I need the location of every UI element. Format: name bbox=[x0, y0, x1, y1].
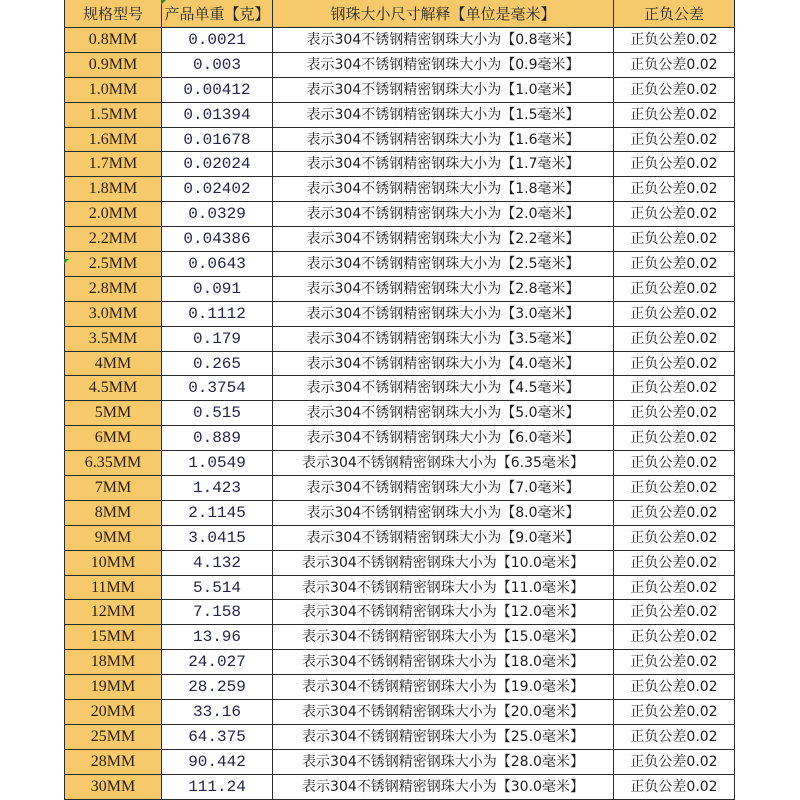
table-row bbox=[65, 52, 735, 77]
weight-cell: 1.423 bbox=[162, 476, 273, 501]
description-cell: 表示304不锈钢精密钢珠大小为【6.0毫米】 bbox=[273, 426, 614, 451]
table-row bbox=[65, 276, 735, 301]
tolerance-cell: 正负公差0.02 bbox=[614, 127, 735, 152]
weight-cell: 0.265 bbox=[162, 351, 273, 376]
spec-table-container bbox=[64, 0, 735, 800]
table-row bbox=[65, 451, 735, 476]
description-cell: 表示304不锈钢精密钢珠大小为【4.5毫米】 bbox=[273, 376, 614, 401]
weight-cell: 0.0021 bbox=[162, 28, 273, 53]
table-row bbox=[65, 550, 735, 575]
description-cell: 表示304不锈钢精密钢珠大小为【25.0毫米】 bbox=[273, 724, 614, 749]
tolerance-cell: 正负公差0.02 bbox=[614, 476, 735, 501]
tolerance-cell: 正负公差0.02 bbox=[614, 625, 735, 650]
spec-cell: 3.0MM bbox=[65, 301, 162, 326]
description-cell: 表示304不锈钢精密钢珠大小为【11.0毫米】 bbox=[273, 575, 614, 600]
spec-cell: 10MM bbox=[65, 550, 162, 575]
weight-cell: 0.091 bbox=[162, 276, 273, 301]
table-row bbox=[65, 376, 735, 401]
table-row bbox=[65, 152, 735, 177]
spec-cell: 2.2MM bbox=[65, 227, 162, 252]
tolerance-cell: 正负公差0.02 bbox=[614, 525, 735, 550]
weight-cell: 111.24 bbox=[162, 774, 273, 799]
weight-cell: 0.889 bbox=[162, 426, 273, 451]
description-cell: 表示304不锈钢精密钢珠大小为【1.0毫米】 bbox=[273, 77, 614, 102]
weight-cell: 0.01678 bbox=[162, 127, 273, 152]
description-cell: 表示304不锈钢精密钢珠大小为【1.5毫米】 bbox=[273, 102, 614, 127]
weight-cell: 28.259 bbox=[162, 675, 273, 700]
spec-cell: 19MM bbox=[65, 675, 162, 700]
spec-cell: 25MM bbox=[65, 724, 162, 749]
table-row bbox=[65, 625, 735, 650]
description-cell: 表示304不锈钢精密钢珠大小为【2.8毫米】 bbox=[273, 276, 614, 301]
table-row bbox=[65, 351, 735, 376]
description-cell: 表示304不锈钢精密钢珠大小为【19.0毫米】 bbox=[273, 675, 614, 700]
tolerance-cell: 正负公差0.02 bbox=[614, 451, 735, 476]
table-row bbox=[65, 77, 735, 102]
tolerance-cell: 正负公差0.02 bbox=[614, 202, 735, 227]
tolerance-cell: 正负公差0.02 bbox=[614, 276, 735, 301]
description-cell: 表示304不锈钢精密钢珠大小为【7.0毫米】 bbox=[273, 476, 614, 501]
weight-cell: 90.442 bbox=[162, 749, 273, 774]
description-cell: 表示304不锈钢精密钢珠大小为【8.0毫米】 bbox=[273, 500, 614, 525]
weight-cell: 4.132 bbox=[162, 550, 273, 575]
weight-cell: 0.3754 bbox=[162, 376, 273, 401]
tolerance-cell: 正负公差0.02 bbox=[614, 351, 735, 376]
tolerance-cell: 正负公差0.02 bbox=[614, 774, 735, 799]
spec-cell: 12MM bbox=[65, 600, 162, 625]
table-row bbox=[65, 675, 735, 700]
cell-comment-marker-icon bbox=[161, 0, 166, 5]
spec-cell: 6.35MM bbox=[65, 451, 162, 476]
weight-cell: 64.375 bbox=[162, 724, 273, 749]
table-row bbox=[65, 252, 735, 277]
weight-cell: 1.0549 bbox=[162, 451, 273, 476]
tolerance-cell: 正负公差0.02 bbox=[614, 700, 735, 725]
spec-cell: 28MM bbox=[65, 749, 162, 774]
header-spec-model: 规格型号 bbox=[65, 0, 162, 28]
table-row bbox=[65, 600, 735, 625]
description-cell: 表示304不锈钢精密钢珠大小为【0.8毫米】 bbox=[273, 28, 614, 53]
weight-cell: 0.0643 bbox=[162, 252, 273, 277]
weight-cell: 24.027 bbox=[162, 650, 273, 675]
tolerance-cell: 正负公差0.02 bbox=[614, 177, 735, 202]
spec-cell: 2.0MM bbox=[65, 202, 162, 227]
weight-cell: 2.1145 bbox=[162, 500, 273, 525]
spec-cell: 11MM bbox=[65, 575, 162, 600]
tolerance-cell: 正负公差0.02 bbox=[614, 28, 735, 53]
spec-cell: 30MM bbox=[65, 774, 162, 799]
header-size-explanation: 钢珠大小尺寸解释【单位是毫米】 bbox=[273, 0, 614, 28]
table-row bbox=[65, 575, 735, 600]
description-cell: 表示304不锈钢精密钢珠大小为【1.7毫米】 bbox=[273, 152, 614, 177]
table-row bbox=[65, 774, 735, 799]
tolerance-cell: 正负公差0.02 bbox=[614, 77, 735, 102]
description-cell: 表示304不锈钢精密钢珠大小为【3.5毫米】 bbox=[273, 326, 614, 351]
table-row bbox=[65, 227, 735, 252]
table-row bbox=[65, 127, 735, 152]
tolerance-cell: 正负公差0.02 bbox=[614, 426, 735, 451]
spec-cell: 1.7MM bbox=[65, 152, 162, 177]
table-row bbox=[65, 426, 735, 451]
description-cell: 表示304不锈钢精密钢珠大小为【9.0毫米】 bbox=[273, 525, 614, 550]
description-cell: 表示304不锈钢精密钢珠大小为【0.9毫米】 bbox=[273, 52, 614, 77]
spec-cell: 9MM bbox=[65, 525, 162, 550]
description-cell: 表示304不锈钢精密钢珠大小为【2.2毫米】 bbox=[273, 227, 614, 252]
description-cell: 表示304不锈钢精密钢珠大小为【2.0毫米】 bbox=[273, 202, 614, 227]
spec-cell: 2.5MM bbox=[65, 252, 162, 277]
weight-cell: 5.514 bbox=[162, 575, 273, 600]
tolerance-cell: 正负公差0.02 bbox=[614, 376, 735, 401]
tolerance-cell: 正负公差0.02 bbox=[614, 500, 735, 525]
spec-cell: 4.5MM bbox=[65, 376, 162, 401]
spec-cell: 6MM bbox=[65, 426, 162, 451]
table-row bbox=[65, 476, 735, 501]
tolerance-cell: 正负公差0.02 bbox=[614, 326, 735, 351]
spec-cell: 5MM bbox=[65, 401, 162, 426]
table-row bbox=[65, 301, 735, 326]
weight-cell: 3.0415 bbox=[162, 525, 273, 550]
weight-cell: 0.0329 bbox=[162, 202, 273, 227]
spec-cell: 4MM bbox=[65, 351, 162, 376]
spec-cell: 15MM bbox=[65, 625, 162, 650]
tolerance-cell: 正负公差0.02 bbox=[614, 52, 735, 77]
tolerance-cell: 正负公差0.02 bbox=[614, 675, 735, 700]
description-cell: 表示304不锈钢精密钢珠大小为【5.0毫米】 bbox=[273, 401, 614, 426]
description-cell: 表示304不锈钢精密钢珠大小为【6.35毫米】 bbox=[273, 451, 614, 476]
tolerance-cell: 正负公差0.02 bbox=[614, 102, 735, 127]
weight-cell: 7.158 bbox=[162, 600, 273, 625]
weight-cell: 0.02402 bbox=[162, 177, 273, 202]
description-cell: 表示304不锈钢精密钢珠大小为【3.0毫米】 bbox=[273, 301, 614, 326]
spec-cell: 1.6MM bbox=[65, 127, 162, 152]
description-cell: 表示304不锈钢精密钢珠大小为【1.6毫米】 bbox=[273, 127, 614, 152]
tolerance-cell: 正负公差0.02 bbox=[614, 550, 735, 575]
table-row bbox=[65, 525, 735, 550]
tolerance-cell: 正负公差0.02 bbox=[614, 227, 735, 252]
spec-cell: 2.8MM bbox=[65, 276, 162, 301]
table-row bbox=[65, 650, 735, 675]
spec-cell: 7MM bbox=[65, 476, 162, 501]
tolerance-cell: 正负公差0.02 bbox=[614, 650, 735, 675]
weight-cell: 33.16 bbox=[162, 700, 273, 725]
description-cell: 表示304不锈钢精密钢珠大小为【20.0毫米】 bbox=[273, 700, 614, 725]
weight-cell: 0.00412 bbox=[162, 77, 273, 102]
tolerance-cell: 正负公差0.02 bbox=[614, 724, 735, 749]
weight-cell: 0.515 bbox=[162, 401, 273, 426]
table-body bbox=[65, 28, 735, 800]
table-row bbox=[65, 700, 735, 725]
spec-cell: 0.9MM bbox=[65, 52, 162, 77]
description-cell: 表示304不锈钢精密钢珠大小为【10.0毫米】 bbox=[273, 550, 614, 575]
description-cell: 表示304不锈钢精密钢珠大小为【2.5毫米】 bbox=[273, 252, 614, 277]
header-tolerance: 正负公差 bbox=[614, 0, 735, 28]
table-row bbox=[65, 749, 735, 774]
spec-cell: 1.5MM bbox=[65, 102, 162, 127]
description-cell: 表示304不锈钢精密钢珠大小为【28.0毫米】 bbox=[273, 749, 614, 774]
spec-cell: 20MM bbox=[65, 700, 162, 725]
spec-cell: 8MM bbox=[65, 500, 162, 525]
tolerance-cell: 正负公差0.02 bbox=[614, 575, 735, 600]
cell-comment-marker-icon bbox=[64, 259, 69, 264]
table-row bbox=[65, 177, 735, 202]
table-row bbox=[65, 202, 735, 227]
weight-cell: 0.179 bbox=[162, 326, 273, 351]
description-cell: 表示304不锈钢精密钢珠大小为【18.0毫米】 bbox=[273, 650, 614, 675]
description-cell: 表示304不锈钢精密钢珠大小为【4.0毫米】 bbox=[273, 351, 614, 376]
description-cell: 表示304不锈钢精密钢珠大小为【1.8毫米】 bbox=[273, 177, 614, 202]
table-row bbox=[65, 500, 735, 525]
table-row bbox=[65, 28, 735, 53]
tolerance-cell: 正负公差0.02 bbox=[614, 301, 735, 326]
table-row bbox=[65, 724, 735, 749]
weight-cell: 0.02024 bbox=[162, 152, 273, 177]
weight-cell: 0.01394 bbox=[162, 102, 273, 127]
weight-cell: 0.1112 bbox=[162, 301, 273, 326]
weight-cell: 0.04386 bbox=[162, 227, 273, 252]
weight-cell: 0.003 bbox=[162, 52, 273, 77]
tolerance-cell: 正负公差0.02 bbox=[614, 252, 735, 277]
table-row bbox=[65, 401, 735, 426]
spec-cell: 0.8MM bbox=[65, 28, 162, 53]
steel-ball-spec-table bbox=[64, 0, 735, 800]
spec-cell: 1.0MM bbox=[65, 77, 162, 102]
tolerance-cell: 正负公差0.02 bbox=[614, 600, 735, 625]
description-cell: 表示304不锈钢精密钢珠大小为【12.0毫米】 bbox=[273, 600, 614, 625]
spec-cell: 18MM bbox=[65, 650, 162, 675]
table-row bbox=[65, 326, 735, 351]
tolerance-cell: 正负公差0.02 bbox=[614, 152, 735, 177]
header-unit-weight: 产品单重【克】 bbox=[162, 0, 273, 28]
spec-cell: 3.5MM bbox=[65, 326, 162, 351]
description-cell: 表示304不锈钢精密钢珠大小为【15.0毫米】 bbox=[273, 625, 614, 650]
tolerance-cell: 正负公差0.02 bbox=[614, 749, 735, 774]
table-row bbox=[65, 102, 735, 127]
spec-cell: 1.8MM bbox=[65, 177, 162, 202]
weight-cell: 13.96 bbox=[162, 625, 273, 650]
description-cell: 表示304不锈钢精密钢珠大小为【30.0毫米】 bbox=[273, 774, 614, 799]
tolerance-cell: 正负公差0.02 bbox=[614, 401, 735, 426]
